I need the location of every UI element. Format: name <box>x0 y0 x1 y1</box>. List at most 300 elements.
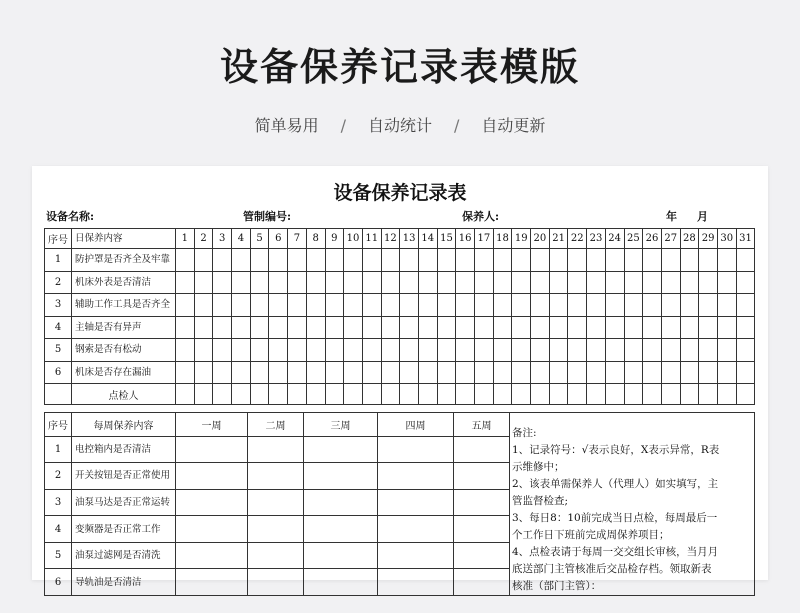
daily-check-cell[interactable] <box>736 339 755 362</box>
daily-col-no-header: 序号 <box>45 229 72 249</box>
daily-check-cell[interactable] <box>624 249 643 272</box>
daily-check-cell[interactable] <box>549 271 568 294</box>
inspector-sign-cell[interactable] <box>232 384 251 405</box>
weekly-check-cell[interactable] <box>248 463 304 490</box>
daily-check-cell[interactable] <box>456 339 475 362</box>
daily-check-cell[interactable] <box>269 249 288 272</box>
daily-check-cell[interactable] <box>587 339 606 362</box>
daily-check-cell[interactable] <box>344 249 363 272</box>
daily-check-cell[interactable] <box>306 316 325 339</box>
daily-check-cell[interactable] <box>512 316 531 339</box>
notes-line: 3、每日8：10前完成当日点检，每周最后一 <box>512 512 718 524</box>
weekly-check-cell[interactable] <box>454 542 510 569</box>
daily-check-cell[interactable] <box>661 294 680 317</box>
inspector-sign-cell[interactable] <box>736 384 755 405</box>
daily-check-cell[interactable] <box>661 339 680 362</box>
daily-check-cell[interactable] <box>288 339 307 362</box>
separator: / <box>340 116 346 135</box>
daily-check-cell[interactable] <box>531 249 550 272</box>
daily-check-cell[interactable] <box>306 249 325 272</box>
daily-check-cell[interactable] <box>456 249 475 272</box>
day-header: 9 <box>325 229 344 249</box>
banner-title: 设备保养记录表模版 <box>219 45 580 89</box>
separator: / <box>454 116 460 135</box>
daily-check-cell[interactable] <box>400 271 419 294</box>
notes-line: 4、点检表请于每周一交交组长审核，当月月 <box>512 546 719 558</box>
sheet-title: 设备保养记录表 <box>333 182 467 204</box>
daily-check-cell[interactable] <box>344 361 363 384</box>
inspector-sign-cell[interactable] <box>643 384 662 405</box>
weekly-check-cell[interactable] <box>378 516 454 543</box>
daily-check-cell[interactable] <box>568 316 587 339</box>
daily-check-cell[interactable] <box>587 316 606 339</box>
daily-check-cell[interactable] <box>232 316 251 339</box>
weekly-maintenance-table <box>44 412 755 596</box>
weekly-check-cell[interactable] <box>176 436 248 463</box>
daily-check-cell[interactable] <box>400 249 419 272</box>
daily-check-cell[interactable] <box>717 339 736 362</box>
daily-check-cell[interactable] <box>306 294 325 317</box>
daily-check-cell[interactable] <box>213 249 232 272</box>
daily-check-cell[interactable] <box>643 316 662 339</box>
daily-check-cell[interactable] <box>344 316 363 339</box>
weekly-check-cell[interactable] <box>304 516 378 543</box>
weekly-check-cell[interactable] <box>176 569 248 596</box>
daily-check-cell[interactable] <box>717 271 736 294</box>
daily-check-cell[interactable] <box>213 316 232 339</box>
daily-check-cell[interactable] <box>568 294 587 317</box>
daily-row <box>45 361 755 384</box>
daily-check-cell[interactable] <box>232 339 251 362</box>
daily-check-cell[interactable] <box>568 249 587 272</box>
inspector-sign-cell[interactable] <box>269 384 288 405</box>
daily-check-cell[interactable] <box>568 271 587 294</box>
daily-check-cell[interactable] <box>699 316 718 339</box>
daily-check-cell[interactable] <box>549 316 568 339</box>
weekly-check-cell[interactable] <box>248 569 304 596</box>
daily-check-cell[interactable] <box>288 294 307 317</box>
daily-check-cell[interactable] <box>587 294 606 317</box>
daily-check-cell[interactable] <box>475 249 494 272</box>
inspector-sign-cell[interactable] <box>531 384 550 405</box>
daily-check-cell[interactable] <box>605 316 624 339</box>
daily-check-cell[interactable] <box>736 249 755 272</box>
weekly-row-item: 变频器是否正常工作 <box>72 516 176 543</box>
weekly-check-cell[interactable] <box>248 436 304 463</box>
inspector-sign-cell[interactable] <box>400 384 419 405</box>
daily-check-cell[interactable] <box>549 249 568 272</box>
daily-check-cell[interactable] <box>493 316 512 339</box>
daily-check-cell[interactable] <box>624 339 643 362</box>
inspector-sign-cell[interactable] <box>549 384 568 405</box>
weekly-check-cell[interactable] <box>304 569 378 596</box>
daily-check-cell[interactable] <box>213 271 232 294</box>
daily-check-cell[interactable] <box>605 271 624 294</box>
daily-row-no: 1 <box>45 249 72 272</box>
daily-check-cell[interactable] <box>306 271 325 294</box>
daily-check-cell[interactable] <box>493 339 512 362</box>
daily-check-cell[interactable] <box>232 249 251 272</box>
inspector-sign-cell[interactable] <box>624 384 643 405</box>
daily-maintenance-table <box>44 228 755 405</box>
daily-check-cell[interactable] <box>325 361 344 384</box>
daily-check-cell[interactable] <box>176 294 195 317</box>
weekly-check-cell[interactable] <box>378 489 454 516</box>
weekly-row-no: 1 <box>45 436 72 463</box>
daily-check-cell[interactable] <box>250 316 269 339</box>
daily-check-cell[interactable] <box>717 294 736 317</box>
day-header: 2 <box>194 229 213 249</box>
weekly-row-no: 3 <box>45 489 72 516</box>
weekly-check-cell[interactable] <box>454 516 510 543</box>
daily-check-cell[interactable] <box>325 294 344 317</box>
daily-check-cell[interactable] <box>699 294 718 317</box>
daily-check-cell[interactable] <box>269 361 288 384</box>
inspector-sign-cell[interactable] <box>512 384 531 405</box>
inspector-row <box>45 384 755 405</box>
inspector-sign-cell[interactable] <box>568 384 587 405</box>
notes-line: 1、记录符号：√表示良好，X表示异常，R表 <box>512 444 720 456</box>
week-header: 二周 <box>248 413 304 437</box>
daily-check-cell[interactable] <box>587 249 606 272</box>
inspector-sign-cell[interactable] <box>587 384 606 405</box>
daily-check-cell[interactable] <box>568 339 587 362</box>
daily-check-cell[interactable] <box>250 339 269 362</box>
daily-row-item: 钢索是否有松动 <box>72 339 176 362</box>
daily-check-cell[interactable] <box>194 294 213 317</box>
daily-check-cell[interactable] <box>456 361 475 384</box>
daily-check-cell[interactable] <box>362 249 381 272</box>
daily-row-item: 机床是否存在漏油 <box>72 361 176 384</box>
daily-check-cell[interactable] <box>288 249 307 272</box>
day-header: 15 <box>437 229 456 249</box>
daily-check-cell[interactable] <box>269 339 288 362</box>
daily-check-cell[interactable] <box>325 339 344 362</box>
weekly-col-item-header: 每周保养内容 <box>72 413 176 437</box>
daily-check-cell[interactable] <box>400 361 419 384</box>
weekly-check-cell[interactable] <box>176 489 248 516</box>
daily-check-cell[interactable] <box>437 294 456 317</box>
weekly-check-cell[interactable] <box>176 463 248 490</box>
daily-check-cell[interactable] <box>362 361 381 384</box>
daily-check-cell[interactable] <box>362 271 381 294</box>
weekly-check-cell[interactable] <box>378 436 454 463</box>
inspector-sign-cell[interactable] <box>717 384 736 405</box>
daily-check-cell[interactable] <box>680 294 699 317</box>
daily-check-cell[interactable] <box>475 361 494 384</box>
daily-check-cell[interactable] <box>680 249 699 272</box>
daily-check-cell[interactable] <box>512 271 531 294</box>
daily-check-cell[interactable] <box>232 294 251 317</box>
daily-check-cell[interactable] <box>400 316 419 339</box>
daily-check-cell[interactable] <box>250 249 269 272</box>
inspector-sign-cell[interactable] <box>325 384 344 405</box>
weekly-check-cell[interactable] <box>454 489 510 516</box>
inspector-sign-cell[interactable] <box>456 384 475 405</box>
daily-check-cell[interactable] <box>194 271 213 294</box>
daily-check-cell[interactable] <box>418 339 437 362</box>
daily-check-cell[interactable] <box>717 316 736 339</box>
day-header: 20 <box>531 229 550 249</box>
daily-check-cell[interactable] <box>437 249 456 272</box>
weekly-check-cell[interactable] <box>378 463 454 490</box>
daily-check-cell[interactable] <box>418 271 437 294</box>
daily-check-cell[interactable] <box>288 316 307 339</box>
day-header: 31 <box>736 229 755 249</box>
daily-check-cell[interactable] <box>493 361 512 384</box>
weekly-check-cell[interactable] <box>454 436 510 463</box>
day-header: 27 <box>661 229 680 249</box>
daily-check-cell[interactable] <box>699 249 718 272</box>
daily-check-cell[interactable] <box>475 271 494 294</box>
daily-check-cell[interactable] <box>418 316 437 339</box>
daily-check-cell[interactable] <box>531 316 550 339</box>
inspector-sign-cell[interactable] <box>362 384 381 405</box>
daily-check-cell[interactable] <box>194 249 213 272</box>
notes-title: 备注: <box>512 427 537 439</box>
daily-check-cell[interactable] <box>381 294 400 317</box>
daily-check-cell[interactable] <box>456 316 475 339</box>
daily-check-cell[interactable] <box>493 271 512 294</box>
daily-check-cell[interactable] <box>475 316 494 339</box>
inspector-sign-cell[interactable] <box>213 384 232 405</box>
daily-check-cell[interactable] <box>176 271 195 294</box>
daily-check-cell[interactable] <box>717 249 736 272</box>
daily-check-cell[interactable] <box>418 361 437 384</box>
daily-check-cell[interactable] <box>736 271 755 294</box>
daily-check-cell[interactable] <box>288 361 307 384</box>
daily-check-cell[interactable] <box>475 294 494 317</box>
daily-check-cell[interactable] <box>661 316 680 339</box>
daily-col-item-header: 日保养内容 <box>72 229 176 249</box>
weekly-check-cell[interactable] <box>248 489 304 516</box>
daily-check-cell[interactable] <box>680 271 699 294</box>
feature-auto-stats: 自动统计 <box>367 116 432 135</box>
daily-check-cell[interactable] <box>643 294 662 317</box>
weekly-check-cell[interactable] <box>304 489 378 516</box>
daily-check-cell[interactable] <box>661 361 680 384</box>
daily-check-cell[interactable] <box>269 316 288 339</box>
daily-row-no: 6 <box>45 361 72 384</box>
daily-row-item: 防护罩是否齐全及牢靠 <box>72 249 176 272</box>
day-header: 29 <box>699 229 718 249</box>
inspector-sign-cell[interactable] <box>605 384 624 405</box>
daily-check-cell[interactable] <box>213 339 232 362</box>
daily-check-cell[interactable] <box>213 361 232 384</box>
daily-check-cell[interactable] <box>250 294 269 317</box>
daily-row <box>45 339 755 362</box>
daily-check-cell[interactable] <box>699 339 718 362</box>
weekly-check-cell[interactable] <box>248 516 304 543</box>
daily-check-cell[interactable] <box>736 294 755 317</box>
daily-check-cell[interactable] <box>661 249 680 272</box>
inspector-sign-cell[interactable] <box>437 384 456 405</box>
daily-check-cell[interactable] <box>194 361 213 384</box>
daily-check-cell[interactable] <box>344 339 363 362</box>
daily-check-cell[interactable] <box>437 361 456 384</box>
daily-check-cell[interactable] <box>643 339 662 362</box>
daily-check-cell[interactable] <box>605 294 624 317</box>
daily-check-cell[interactable] <box>437 271 456 294</box>
inspector-sign-cell[interactable] <box>306 384 325 405</box>
daily-check-cell[interactable] <box>624 316 643 339</box>
daily-check-cell[interactable] <box>306 361 325 384</box>
weekly-row-item: 油泵过滤网是否清洗 <box>72 542 176 569</box>
daily-check-cell[interactable] <box>176 249 195 272</box>
daily-check-cell[interactable] <box>680 339 699 362</box>
daily-check-cell[interactable] <box>587 361 606 384</box>
weekly-check-cell[interactable] <box>454 569 510 596</box>
daily-check-cell[interactable] <box>680 361 699 384</box>
daily-check-cell[interactable] <box>176 361 195 384</box>
daily-check-cell[interactable] <box>381 249 400 272</box>
inspector-sign-cell[interactable] <box>699 384 718 405</box>
daily-check-cell[interactable] <box>344 294 363 317</box>
daily-check-cell[interactable] <box>512 294 531 317</box>
daily-check-cell[interactable] <box>587 271 606 294</box>
daily-check-cell[interactable] <box>643 271 662 294</box>
weekly-check-cell[interactable] <box>176 516 248 543</box>
daily-check-cell[interactable] <box>531 339 550 362</box>
day-header: 12 <box>381 229 400 249</box>
weekly-row-no: 6 <box>45 569 72 596</box>
daily-check-cell[interactable] <box>549 294 568 317</box>
daily-check-cell[interactable] <box>381 316 400 339</box>
daily-check-cell[interactable] <box>418 249 437 272</box>
daily-check-cell[interactable] <box>736 316 755 339</box>
week-header: 一周 <box>176 413 248 437</box>
daily-check-cell[interactable] <box>437 339 456 362</box>
daily-check-cell[interactable] <box>605 249 624 272</box>
daily-check-cell[interactable] <box>400 339 419 362</box>
day-header: 11 <box>362 229 381 249</box>
weekly-check-cell[interactable] <box>378 542 454 569</box>
daily-check-cell[interactable] <box>605 361 624 384</box>
daily-check-cell[interactable] <box>176 316 195 339</box>
day-header: 23 <box>587 229 606 249</box>
daily-check-cell[interactable] <box>699 271 718 294</box>
notes-line: 示维修中； <box>512 461 565 473</box>
daily-row <box>45 249 755 272</box>
weekly-check-cell[interactable] <box>176 542 248 569</box>
daily-check-cell[interactable] <box>531 294 550 317</box>
inspector-sign-cell[interactable] <box>176 384 195 405</box>
daily-check-cell[interactable] <box>512 249 531 272</box>
weekly-check-cell[interactable] <box>454 463 510 490</box>
daily-check-cell[interactable] <box>325 249 344 272</box>
daily-check-cell[interactable] <box>250 361 269 384</box>
daily-check-cell[interactable] <box>549 361 568 384</box>
inspector-sign-cell[interactable] <box>288 384 307 405</box>
daily-check-cell[interactable] <box>325 271 344 294</box>
day-header: 10 <box>344 229 363 249</box>
weekly-check-cell[interactable] <box>304 463 378 490</box>
daily-check-cell[interactable] <box>456 294 475 317</box>
daily-check-cell[interactable] <box>194 316 213 339</box>
inspector-sign-cell[interactable] <box>250 384 269 405</box>
daily-check-cell[interactable] <box>493 249 512 272</box>
daily-check-cell[interactable] <box>232 361 251 384</box>
daily-check-cell[interactable] <box>381 361 400 384</box>
daily-check-cell[interactable] <box>306 339 325 362</box>
weekly-row-no: 5 <box>45 542 72 569</box>
daily-check-cell[interactable] <box>736 361 755 384</box>
weekly-check-cell[interactable] <box>378 569 454 596</box>
daily-check-cell[interactable] <box>176 339 195 362</box>
daily-row-no: 5 <box>45 339 72 362</box>
daily-check-cell[interactable] <box>288 271 307 294</box>
daily-check-cell[interactable] <box>624 294 643 317</box>
weekly-check-cell[interactable] <box>304 436 378 463</box>
daily-check-cell[interactable] <box>418 294 437 317</box>
weekly-row-item: 开关按钮是否正常使用 <box>72 463 176 490</box>
daily-check-cell[interactable] <box>643 361 662 384</box>
weekly-check-cell[interactable] <box>304 542 378 569</box>
day-header: 14 <box>418 229 437 249</box>
daily-check-cell[interactable] <box>381 339 400 362</box>
daily-check-cell[interactable] <box>232 271 251 294</box>
daily-check-cell[interactable] <box>475 339 494 362</box>
inspector-sign-cell[interactable] <box>493 384 512 405</box>
daily-check-cell[interactable] <box>344 271 363 294</box>
inspector-sign-cell[interactable] <box>194 384 213 405</box>
daily-check-cell[interactable] <box>680 316 699 339</box>
daily-check-cell[interactable] <box>269 294 288 317</box>
inspector-sign-cell[interactable] <box>381 384 400 405</box>
daily-check-cell[interactable] <box>493 294 512 317</box>
inspector-sign-cell[interactable] <box>475 384 494 405</box>
daily-check-cell[interactable] <box>362 339 381 362</box>
inspector-sign-cell[interactable] <box>680 384 699 405</box>
daily-check-cell[interactable] <box>661 271 680 294</box>
day-header: 5 <box>250 229 269 249</box>
daily-check-cell[interactable] <box>699 361 718 384</box>
daily-check-cell[interactable] <box>250 271 269 294</box>
daily-check-cell[interactable] <box>194 339 213 362</box>
daily-check-cell[interactable] <box>362 294 381 317</box>
inspector-sign-cell[interactable] <box>661 384 680 405</box>
daily-check-cell[interactable] <box>362 316 381 339</box>
daily-check-cell[interactable] <box>512 339 531 362</box>
daily-check-cell[interactable] <box>549 339 568 362</box>
daily-check-cell[interactable] <box>456 271 475 294</box>
daily-check-cell[interactable] <box>605 339 624 362</box>
daily-row-item: 机床外表是否清洁 <box>72 271 176 294</box>
notes-line: 底送部门主管核准后交品检存档。领取新表 <box>512 563 712 575</box>
daily-check-cell[interactable] <box>568 361 587 384</box>
inspector-sign-cell[interactable] <box>418 384 437 405</box>
inspector-blank-cell <box>45 384 72 405</box>
week-header: 五周 <box>454 413 510 437</box>
daily-row-no: 2 <box>45 271 72 294</box>
daily-check-cell[interactable] <box>381 271 400 294</box>
inspector-sign-cell[interactable] <box>344 384 363 405</box>
daily-check-cell[interactable] <box>213 294 232 317</box>
daily-check-cell[interactable] <box>643 249 662 272</box>
daily-check-cell[interactable] <box>269 271 288 294</box>
daily-check-cell[interactable] <box>325 316 344 339</box>
daily-check-cell[interactable] <box>400 294 419 317</box>
daily-check-cell[interactable] <box>717 361 736 384</box>
daily-check-cell[interactable] <box>624 361 643 384</box>
daily-check-cell[interactable] <box>437 316 456 339</box>
daily-check-cell[interactable] <box>531 271 550 294</box>
day-header: 21 <box>549 229 568 249</box>
daily-check-cell[interactable] <box>624 271 643 294</box>
daily-check-cell[interactable] <box>531 361 550 384</box>
weekly-check-cell[interactable] <box>248 542 304 569</box>
daily-check-cell[interactable] <box>512 361 531 384</box>
